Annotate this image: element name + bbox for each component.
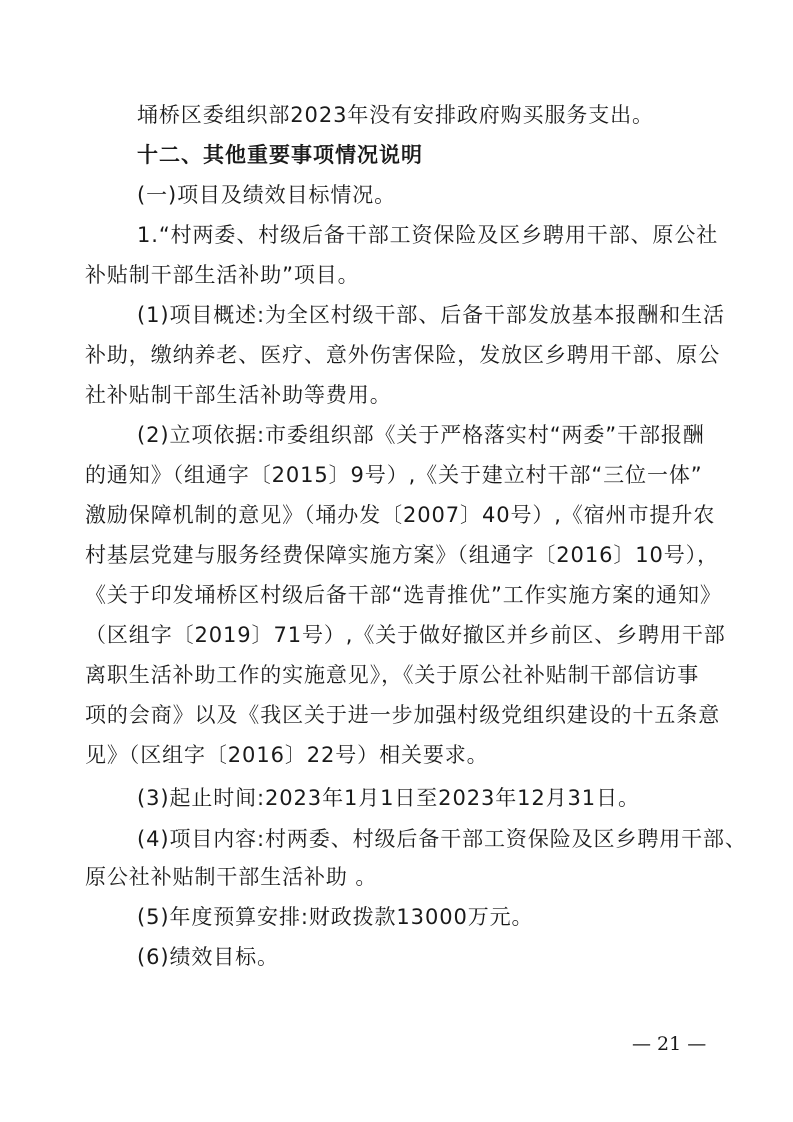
project-title-line-2: 补贴制干部生活补助”项目。 (85, 263, 360, 287)
content-line-1: (4)项目内容:村两委、村级后备干部工资保险及区乡聘用干部、 (137, 827, 747, 851)
section-heading-12: 十二、其他重要事项情况说明 (137, 143, 423, 167)
basis-line-8: 项的会商》以及《我区关于进一步加强村级党组织建设的十五条意 (85, 703, 721, 727)
budget-line: (5)年度预算安排:财政拨款13000万元。 (137, 905, 534, 929)
basis-line-2: 的通知》（组通字〔2015〕9号）,《关于建立村干部“三位一体” (85, 463, 703, 487)
overview-line-3: 社补贴制干部生活补助等费用。 (85, 383, 392, 407)
subsection-heading-1: (一)项目及绩效目标情况。 (137, 183, 397, 207)
performance-goal-line: (6)绩效目标。 (137, 945, 279, 969)
overview-line-1: (1)项目概述:为全区村级干部、后备干部发放基本报酬和生活 (137, 303, 725, 327)
basis-line-4: 村基层党建与服务经费保障实施方案》（组通字〔2016〕10号）， (85, 543, 719, 567)
content-line-2: 原公社补贴制干部生活补助 。 (85, 865, 378, 889)
basis-line-6: （区组字〔2019〕71号）,《关于做好撤区并乡前区、乡聘用干部 (85, 623, 726, 647)
basis-line-7: 离职生活补助工作的实施意见》，《关于原公社补贴制干部信访事 (85, 663, 700, 687)
text-line-procurement: 埇桥区委组织部2023年没有安排政府购买服务支出。 (137, 103, 654, 127)
period-line: (3)起止时间:2023年1月1日至2023年12月31日。 (137, 786, 640, 810)
project-title-line-1: 1.“村两委、村级后备干部工资保险及区乡聘用干部、原公社 (137, 223, 719, 247)
page-number: — 21 — (632, 1033, 707, 1055)
basis-line-9: 见》（区组字〔2016〕22号）相关要求。 (85, 743, 489, 767)
overview-line-2: 补助，缴纳养老、医疗、意外伤害保险，发放区乡聘用干部、原公 (85, 343, 721, 367)
basis-line-5: 《关于印发埇桥区村级后备干部“选青推优”工作实施方案的通知》 (85, 583, 722, 607)
basis-line-1: (2)立项依据:市委组织部《关于严格落实村“两委”干部报酬 (137, 423, 705, 447)
basis-line-3: 激励保障机制的意见》（埇办发〔2007〕40号）,《宿州市提升农 (85, 503, 716, 527)
